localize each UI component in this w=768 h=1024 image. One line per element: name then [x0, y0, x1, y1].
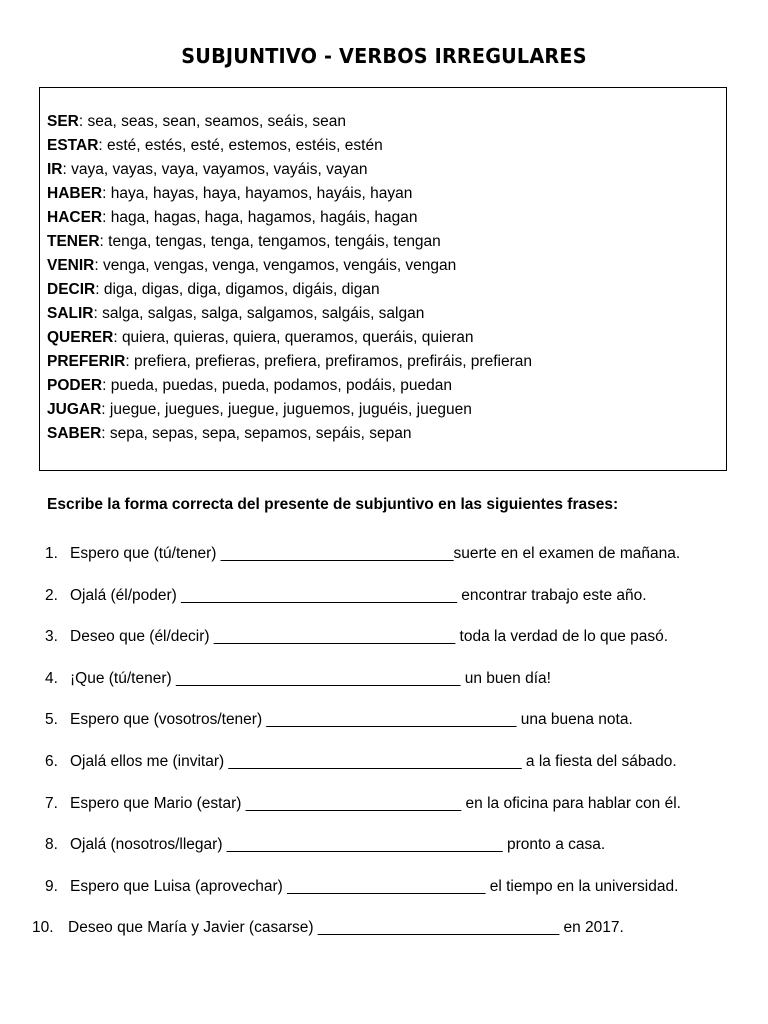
verb-line [47, 182, 532, 206]
verb-name: QUERER [47, 329, 114, 346]
exercise-sentence: ¡Que (tú/tener) _________________________________ un buen día! [70, 670, 551, 687]
verb-list [47, 110, 532, 446]
exercise-number: 5. [45, 711, 58, 728]
verb-forms: : haga, hagas, haga, hagamos, hagáis, hagan [102, 209, 418, 226]
verb-line [47, 422, 532, 446]
verb-line [47, 206, 532, 230]
verb-forms: : tenga, tengas, tenga, tengamos, tengáis, tengan [99, 233, 441, 250]
verb-forms: : diga, digas, diga, digamos, digáis, digan [95, 281, 380, 298]
verb-forms: : haya, hayas, haya, hayamos, hayáis, hayan [102, 185, 413, 202]
verb-name: SER [47, 113, 79, 130]
verb-name: ESTAR [47, 137, 99, 154]
exercise-sentence: Deseo que (él/decir) ____________________________ toda la verdad de lo que pasó. [70, 628, 669, 645]
page-title: SUBJUNTIVO - VERBOS IRREGULARES [181, 44, 587, 68]
exercise-sentence: Deseo que María y Javier (casarse) ____________________________ en 2017. [68, 919, 624, 936]
verb-name: PODER [47, 377, 103, 394]
exercise-sentence: Espero que (tú/tener) ___________________________suerte en el examen de mañana. [70, 545, 681, 562]
exercise-number: 6. [45, 753, 58, 770]
verb-line [47, 134, 532, 158]
verb-line [47, 158, 532, 182]
verb-forms: : prefiera, prefieras, prefiera, prefiramos, prefiráis, prefieran [125, 353, 532, 370]
verb-forms: : vaya, vayas, vaya, vayamos, vayáis, vayan [62, 161, 368, 178]
verb-name: DECIR [47, 281, 96, 298]
verb-name: HACER [47, 209, 103, 226]
verb-line [47, 230, 532, 254]
verb-name: VENIR [47, 257, 95, 274]
verb-line [47, 254, 532, 278]
exercise-number: 4. [45, 670, 58, 687]
exercise-sentence: Ojalá (él/poder) ________________________________ encontrar trabajo este año. [70, 587, 647, 604]
exercise-sentence: Espero que (vosotros/tener) _____________________________ una buena nota. [70, 711, 633, 728]
verb-name: SALIR [47, 305, 94, 322]
exercise-sentence: Espero que Mario (estar) _________________________ en la oficina para hablar con él. [70, 795, 681, 812]
exercise-sentence: Espero que Luisa (aprovechar) _______________________ el tiempo en la universidad. [70, 878, 679, 895]
verb-line [47, 374, 532, 398]
verb-name: JUGAR [47, 401, 102, 418]
verb-forms: : esté, estés, esté, estemos, estéis, estén [98, 137, 383, 154]
verb-forms: : quiera, quieras, quiera, queramos, queráis, quieran [113, 329, 474, 346]
exercise-number: 1. [45, 545, 58, 562]
verb-line [47, 326, 532, 350]
exercise-number: 7. [45, 795, 58, 812]
verb-line [47, 110, 532, 134]
verb-line [47, 278, 532, 302]
exercise-sentence: Ojalá (nosotros/llegar) ________________________________ pronto a casa. [70, 836, 606, 853]
verb-line [47, 302, 532, 326]
exercise-number: 8. [45, 836, 58, 853]
exercise-number: 10. [32, 919, 54, 936]
verb-name: PREFERIR [47, 353, 126, 370]
verb-forms: : salga, salgas, salga, salgamos, salgáis, salgan [93, 305, 425, 322]
verb-name: IR [47, 161, 63, 178]
exercise-instructions: Escribe la forma correcta del presente de subjuntivo en las siguientes frases: [47, 496, 619, 513]
exercise-number: 9. [45, 878, 58, 895]
verb-line [47, 350, 532, 374]
verb-name: HABER [47, 185, 103, 202]
verb-name: SABER [47, 425, 102, 442]
verb-name: TENER [47, 233, 100, 250]
exercise-number: 3. [45, 628, 58, 645]
verb-forms: : pueda, puedas, pueda, podamos, podáis, puedan [102, 377, 453, 394]
verb-forms: : venga, vengas, venga, vengamos, vengáis, vengan [94, 257, 457, 274]
verb-forms: : juegue, juegues, juegue, juguemos, juguéis, jueguen [101, 401, 472, 418]
exercise-sentence: Ojalá ellos me (invitar) __________________________________ a la fiesta del sábado. [70, 753, 677, 770]
verb-forms: : sea, seas, sean, seamos, seáis, sean [78, 113, 346, 130]
verb-forms: : sepa, sepas, sepa, sepamos, sepáis, sepan [101, 425, 412, 442]
verb-conjugation-box [39, 87, 727, 471]
verb-line [47, 398, 532, 422]
exercise-number: 2. [45, 587, 58, 604]
